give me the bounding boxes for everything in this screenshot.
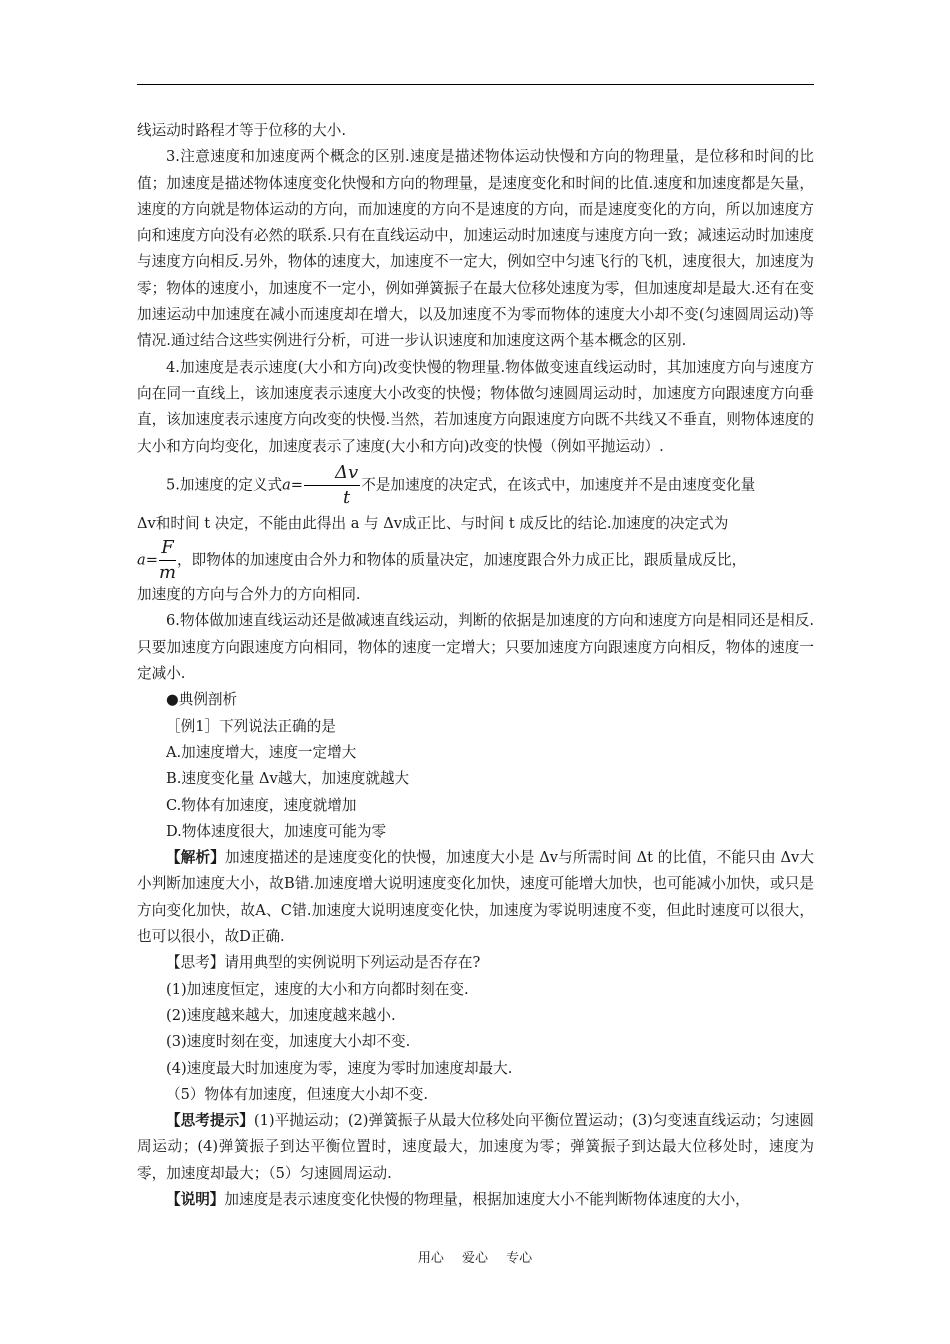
hint-tag: 【思考提示】 [166, 1112, 254, 1130]
p5-lead-text: 5.加速度的定义式 [166, 476, 283, 494]
analysis-paragraph [137, 845, 814, 950]
paragraph-4: 4.加速度是表示速度(大小和方向)改变快慢的物理量.物体做变速直线运动时，其加速度方向与速度方向在同一直线上，该加速度表示速度大小改变的快慢；物体做匀速圆周运动时，加速度方向跟速度方向垂直，该加速度表示速度方向改变的快慢.当然，若加速度方向跟速度方向既不共线又不垂直，则物体速度的大小和方向均变化，加速度表示了速度(大小和方向)改变的快慢（例如平抛运动）. [137, 358, 814, 455]
think-item-4: (4)速度最大时加速度为零，速度为零时加速度却最大. [166, 1059, 513, 1077]
paragraph-3: 3.注意速度和加速度两个概念的区别.速度是描述物体运动快慢和方向的物理量，是位移和时间的比值；加速度是描述物体速度变化快慢和方向的物理量，是速度变化和时间的比值.速度和加速度都是矢量，速度的方向就是物体运动的方向，而加速度的方向不是速度的方向，而是速度变化的方向，所以加速度方向和速度方向没有必然的联系.只有在直线运动中，加速运动时加速度与速度方向一致；减速运动时加速度与速度方向相反.另外，物体的速度大，加速度不一定大，例如空中匀速飞行的飞机，速度很大，加速度为零；物体的速度小，加速度不一定小，例如弹簧振子在最大位移处速度为零，但加速度却是最大.还有在变加速运动中加速度在减小而速度却在增大，以及加速度不为零而物体的速度大小却不变(匀速圆周运动)等情况.通过结合这些实例进行分析，可进一步认识速度和加速度这两个基本概念的区别. [137, 148, 814, 350]
hint-text: (1)平抛运动；(2)弹簧振子从最大位移处向平衡位置运动；(3)匀变速直线运动；匀速圆周运动；(4)弹簧振子到达平衡位置时，速度最大，加速度为零；弹簧振子到达最大位移处时，速度为零，加速度却最大；（5）匀速圆周运动. [137, 1112, 814, 1182]
think-question-text: 请用典型的实例说明下列运动是否存在? [224, 954, 481, 972]
think-question [137, 950, 814, 976]
note-text: 加速度是表示速度变化快慢的物理量，根据加速度大小不能判断物体速度的大小， [224, 1190, 750, 1208]
fraction-denominator: m [158, 562, 177, 584]
option-d: D.物体速度很大，加速度可能为零 [166, 822, 387, 840]
paragraph-5-line-1 [137, 461, 814, 508]
paragraph-6: 6.物体做加速直线运动还是做减速直线运动，判断的依据是加速度的方向和速度方向是相同还是相反.只要加速度方向跟速度方向相同，物体的速度一定增大；只要加速度方向跟速度方向相反，物体的速度一定减小. [137, 612, 814, 683]
paragraph-5-line-2: Δv和时间 t 决定，不能由此得出 a 与 Δv成正比、与时间 t 成反比的结论.加速度的决定式为 [137, 514, 729, 532]
p5-text-after-formula: 不是加速度的决定式，在该式中，加速度并不是由速度变化量 [361, 476, 756, 494]
note-paragraph [137, 1187, 814, 1213]
header-rule [137, 84, 814, 85]
note-tag: 【说明】 [166, 1190, 225, 1208]
think-hint-paragraph [137, 1108, 814, 1187]
document-body [137, 118, 814, 1213]
paragraph-5-line-4: 加速度的方向与合外力的方向相同. [137, 586, 361, 604]
option-c: C.物体有加速度，速度就增加 [166, 796, 357, 814]
think-item-1: (1)加速度恒定，速度的大小和方向都时刻在变. [166, 980, 469, 998]
paragraph-5 [137, 461, 814, 609]
section-title: ●典例剖析 [166, 691, 238, 709]
page-footer: 用心 爱心 专心 [417, 1251, 533, 1266]
formula-a-eq-2: a= [137, 551, 158, 569]
example-1-stem: ［例1］下列说法正确的是 [166, 717, 336, 735]
fraction-numerator: F [161, 537, 174, 559]
analysis-text: 加速度描述的是速度变化的快慢，加速度大小是 Δv与所需时间 Δt 的比值，不能只由 Δv大小判断加速度大小，故B错.加速度增大说明速度变化加快，速度可能增大加快，也可能减小加快，或只是方向变化加快，故A、C错.加速度大说明速度变化快，加速度为零说明速度不变，但此时速度可以很大，也可以很小，故D正确. [137, 849, 814, 946]
think-tag: 【思考】 [166, 954, 225, 972]
option-b: B.速度变化量 Δv越大，加速度就越大 [166, 770, 410, 788]
fraction-denominator: t [343, 486, 351, 508]
analysis-tag: 【解析】 [166, 849, 225, 867]
fraction-f-over-m [159, 539, 176, 582]
p5-text-after-formula-2: ，即物体的加速度由合外力和物体的质量决定，加速度跟合外力成正比，跟质量成反比， [177, 551, 747, 569]
think-item-3: (3)速度时刻在变，加速度大小却不变. [166, 1033, 411, 1051]
fraction-dv-over-t [304, 461, 360, 508]
formula-a-eq: a= [282, 476, 304, 494]
option-a: A.加速度增大，速度一定增大 [166, 743, 357, 761]
think-item-2: (2)速度越来越大，加速度越来越小. [166, 1006, 396, 1024]
paragraph-continued: 线运动时路程才等于位移的大小. [137, 122, 346, 139]
fraction-numerator: Δv [335, 461, 359, 483]
paragraph-5-line-3 [137, 539, 814, 582]
think-item-5: （5）物体有加速度，但速度大小却不变. [166, 1085, 429, 1103]
